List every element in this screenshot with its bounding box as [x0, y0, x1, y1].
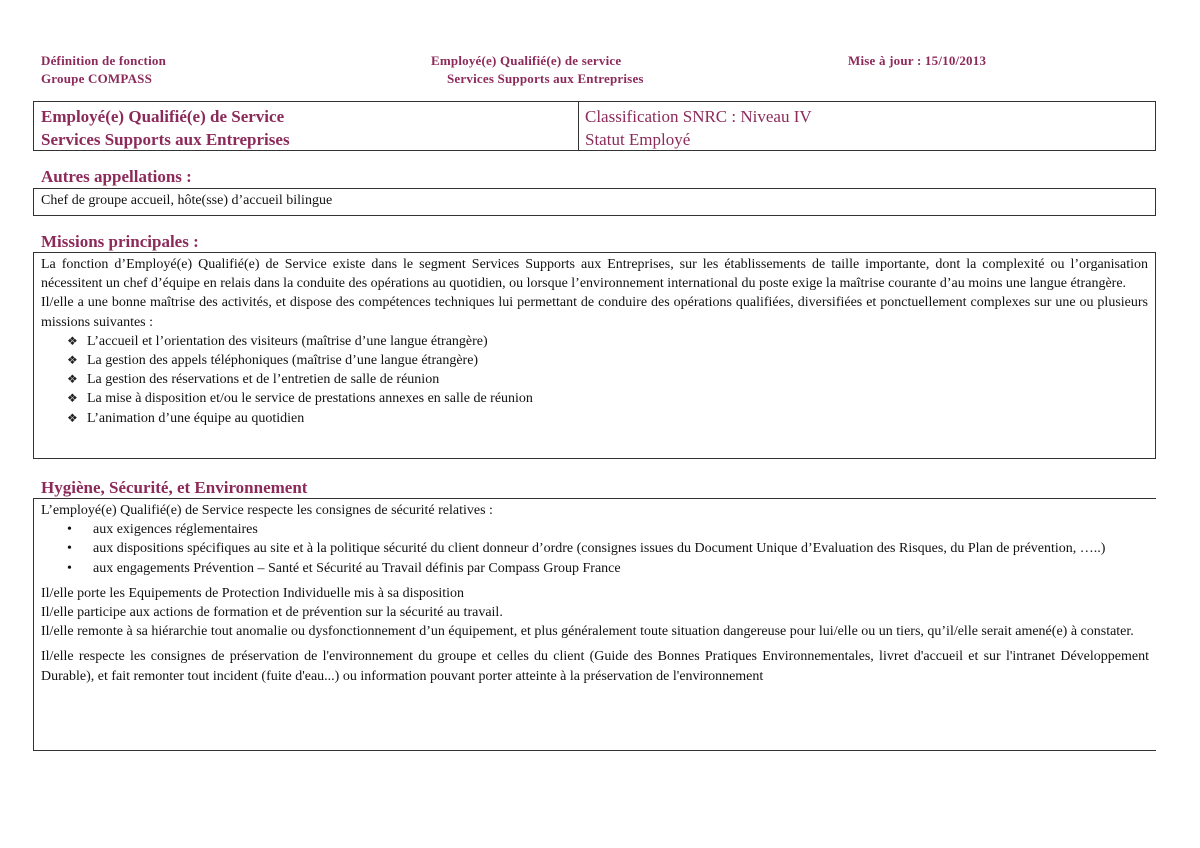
hse-line-formation: Il/elle participe aux actions de formation et de prévention sur la sécurité au travail. [41, 605, 503, 621]
missions-list [41, 332, 1148, 428]
diamond-bullet-icon: ❖ [67, 410, 78, 425]
job-title-header: Employé(e) Qualifié(e) de service [431, 53, 622, 68]
hse-box [33, 498, 1156, 751]
dot-bullet-icon: • [67, 522, 72, 538]
list-item: • aux exigences réglementaires [67, 520, 1149, 539]
doc-type-label: Définition de fonction [41, 53, 167, 68]
group-name-label: Groupe COMPASS [41, 71, 153, 86]
title-block [33, 101, 1156, 151]
dot-bullet-icon: • [67, 541, 72, 557]
missions-paragraph-1: La fonction d’Employé(e) Qualifié(e) de Service existe dans le segment Services Supports aux Entreprises, sur les établissements de taille importante, dont la complexité ou l’organisation nécessitent un chef d’équipe en relais dans la conduite des opérations au quotidien, ou lorsque l’environnement international du poste exige la maîtrise courante d’au moins une langue étrangère. [41, 257, 1148, 292]
classification: Classification SNRC : Niveau IV [585, 107, 812, 126]
hse-intro: L’employé(e) Qualifié(e) de Service respecte les consignes de sécurité relatives : [41, 503, 493, 518]
doc-header-left [41, 52, 166, 88]
section-title-missions: Missions principales : [41, 232, 199, 251]
list-item: ❖ La gestion des réservations et de l’entretien de salle de réunion [67, 370, 1148, 389]
diamond-bullet-icon: ❖ [67, 391, 78, 406]
hse-environment: Il/elle respecte les consignes de préservation de l'environnement du groupe et celles du client (Guide des Bonnes Pratiques Environnementales, livret d'accueil et sur l'intranet Développement Durable), et fait remonter tout incident (fuite d'eau...) ou information pouvant porter atteinte à la préservation de l'environnement [41, 649, 1149, 684]
list-item: ❖ L’accueil et l’orientation des visiteurs (maîtrise d’une langue étrangère) [67, 332, 1148, 351]
doc-header-middle [431, 52, 644, 88]
hse-line-epi: Il/elle porte les Equipements de Protection Individuelle mis à sa disposition [41, 585, 465, 601]
list-item: ❖ La gestion des appels téléphoniques (maîtrise d’une langue étrangère) [67, 351, 1148, 370]
title-block-right [579, 102, 1155, 150]
diamond-bullet-icon: ❖ [67, 372, 78, 387]
hse-list [41, 520, 1149, 578]
hse-line-anomalie: Il/elle remonte à sa hiérarchie tout anomalie ou dysfonctionnement d’un équipement, et plus généralement toute situation dangereuse pour lui/elle ou un tiers, qu’il/elle serait amené(e) à constater. [41, 624, 1134, 640]
missions-paragraph-2: Il/elle a une bonne maîtrise des activités, et dispose des compétences techniques lui permettant de conduire des opérations qualifiées, diversifiées et ponctuellement complexes sur une ou plusieurs missions suivantes : [41, 295, 1148, 330]
update-date: Mise à jour : 15/10/2013 [848, 53, 987, 68]
section-title-autres-appellations: Autres appellations : [41, 167, 192, 186]
list-item: ❖ La mise à disposition et/ou le service de prestations annexes en salle de réunion [67, 389, 1148, 408]
list-item: ❖ L’animation d’une équipe au quotidien [67, 409, 1148, 428]
job-title: Employé(e) Qualifié(e) de Service [41, 107, 285, 126]
missions-box [33, 252, 1156, 459]
diamond-bullet-icon: ❖ [67, 353, 78, 368]
status: Statut Employé [585, 130, 691, 149]
job-segment: Services Supports aux Entreprises [41, 130, 290, 149]
autres-appellations-text: Chef de groupe accueil, hôte(sse) d’accueil bilingue [41, 193, 333, 208]
section-title-hse: Hygiène, Sécurité, et Environnement [41, 478, 308, 497]
autres-appellations-box [33, 188, 1156, 216]
list-item: • aux engagements Prévention – Santé et Sécurité au Travail définis par Compass Group France [67, 559, 1149, 578]
segment-header: Services Supports aux Entreprises [447, 71, 644, 86]
dot-bullet-icon: • [67, 560, 72, 576]
diamond-bullet-icon: ❖ [67, 333, 78, 348]
list-item: • aux dispositions spécifiques au site et à la politique sécurité du client donneur d’ordre (consignes issues du Document Unique d’Evaluation des Risques, du Plan de prévention, …..) [67, 539, 1149, 558]
title-block-left [34, 102, 579, 150]
